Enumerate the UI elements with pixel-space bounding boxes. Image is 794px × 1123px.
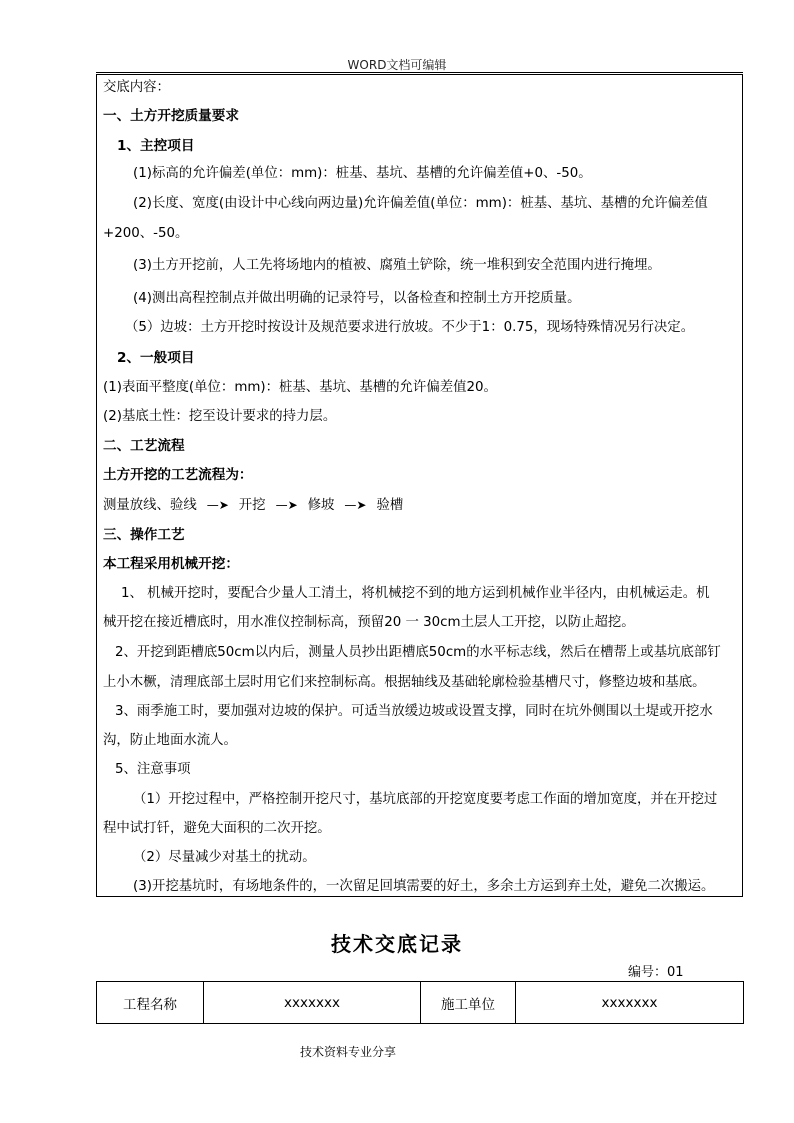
page-header: WORD文档可编辑 xyxy=(347,58,447,72)
s1-1-item-c: (3)土方开挖前，人工先将场地内的植被、腐殖土铲除，统一堆积到安全范围内进行掩埋。 xyxy=(133,258,661,273)
project-name-label: 工程名称 xyxy=(97,982,204,1024)
p1-line2: 械开挖在接近槽底时，用水准仪控制标高，预留20 一 30cm土层人工开挖，以防止超挖。 xyxy=(103,615,635,630)
p2-line2: 上小木橛，清理底部土层时用它们来控制标高。根据轴线及基础轮廓检验基槽尺寸，修整边坡和基底。 xyxy=(103,675,706,690)
flow-step-3: 修坡 xyxy=(307,498,335,513)
intro-label: 交底内容： xyxy=(103,80,170,95)
s1-1-item-a: (1)标高的允许偏差(单位：mm)：桩基、基坑、基槽的允许偏差值+0、-50。 xyxy=(133,166,592,181)
page-footer: 技术资料专业分享 xyxy=(300,1045,397,1059)
p3-line2: 沟，防止地面水流人。 xyxy=(103,733,237,748)
p5-title: 5、注意事项 xyxy=(115,762,191,777)
p3-line1: 3、雨季施工时，要加强对边坡的保护。可适当放缓边坡或设置支撑，同时在坑外侧围以土堤或开挖水 xyxy=(115,704,713,719)
section-3-subtitle: 本工程采用机械开挖： xyxy=(103,556,239,572)
s1-1-item-e: （5）边坡：土方开挖时按设计及规范要求进行放坡。不少于1：0.75，现场特殊情况另行决定。 xyxy=(125,320,695,335)
flow-step-2: 开挖 xyxy=(238,498,266,513)
section-3-title: 三、操作工艺 xyxy=(103,527,185,543)
section-1-title: 一、土方开挖质量要求 xyxy=(103,108,239,124)
right-arrow-icon: —➤ xyxy=(206,498,229,512)
table-row xyxy=(97,982,744,1024)
flow-step-4: 验槽 xyxy=(376,498,404,513)
right-arrow-icon: —➤ xyxy=(344,498,367,512)
note-1-line2: 程中试打钎，避免大面积的二次开挖。 xyxy=(103,821,331,836)
note-2: （2）尽量减少对基土的扰动。 xyxy=(133,850,316,865)
content-box xyxy=(96,74,743,897)
p1-line1: 1、 机械开挖时，要配合少量人工清土，将机械挖不到的地方运到机械作业半径内，由机械运走。机 xyxy=(121,586,710,601)
section-1-2-title: 2、一般项目 xyxy=(117,350,195,366)
project-info-table xyxy=(96,981,744,1024)
s1-2-item-b: (2)基底土性：挖至设计要求的持力层。 xyxy=(103,409,337,424)
p2-line1: 2、开挖到距槽底50cm以内后，测量人员抄出距槽底50cm的水平标志线，然后在槽帮上或基坑底部钉 xyxy=(115,645,721,660)
note-1-line1: （1）开挖过程中，严格控制开挖尺寸，基坑底部的开挖宽度要考虑工作面的增加宽度，并在开挖过 xyxy=(133,792,718,807)
section-2-title: 二、工艺流程 xyxy=(103,438,185,454)
flow-step-1: 测量放线、验线 xyxy=(103,498,197,513)
construction-unit-label: 施工单位 xyxy=(421,982,516,1024)
s1-1-item-d: (4)测出高程控制点并做出明确的记录符号，以备检查和控制土方开挖质量。 xyxy=(133,291,581,306)
section-2-subtitle: 土方开挖的工艺流程为： xyxy=(103,467,253,483)
s1-1-item-b-line2: +200、-50。 xyxy=(103,226,189,241)
s1-2-item-a: (1)表面平整度(单位：mm)：桩基、基坑、基槽的允许偏差值20。 xyxy=(103,380,497,395)
s1-1-item-b-line1: (2)长度、宽度(由设计中心线向两边量)允许偏差值(单位：mm)：桩基、基坑、基槽的允许偏差值 xyxy=(133,196,708,211)
process-flow xyxy=(103,496,736,515)
header-rule xyxy=(96,72,743,73)
document-number: 编号：01 xyxy=(628,965,684,980)
record-title: 技术交底记录 xyxy=(331,932,463,956)
section-1-1-title: 1、主控项目 xyxy=(117,138,195,154)
project-name-value: xxxxxxx xyxy=(204,982,421,1024)
right-arrow-icon: —➤ xyxy=(275,498,298,512)
note-3: (3)开挖基坑时，有场地条件的，一次留足回填需要的好土，多余土方运到弃土处，避免二次搬运。 xyxy=(133,879,715,894)
construction-unit-value: xxxxxxx xyxy=(516,982,744,1024)
